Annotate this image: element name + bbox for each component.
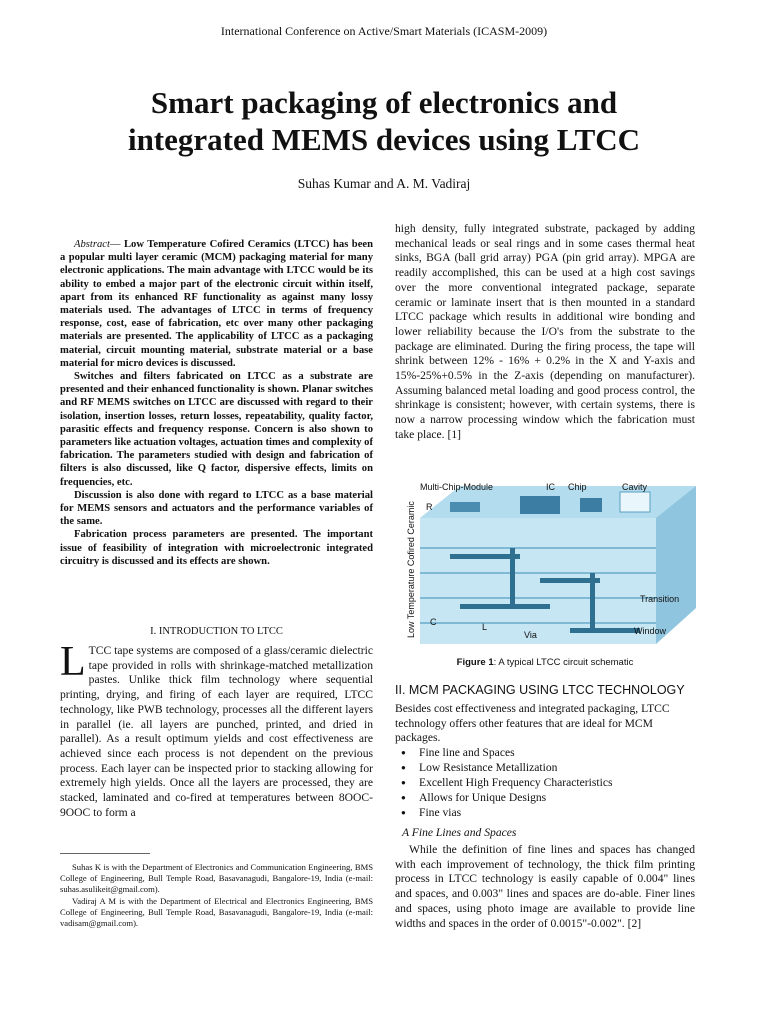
- trace: [460, 604, 550, 609]
- section-2-intro: Besides cost effectiveness and integrated packaging, LTCC technology offers other features that are ideal for MCM packages.: [395, 702, 670, 745]
- footnote-rule: [60, 853, 150, 854]
- label-chip: Chip: [568, 482, 587, 492]
- label-vertical: Low Temperature Cofired Ceramic: [406, 501, 416, 638]
- subsection-a-heading: A Fine Lines and Spaces: [402, 826, 517, 839]
- label-window: Window: [634, 626, 667, 636]
- via: [590, 573, 595, 631]
- section-1-body: [60, 639, 373, 820]
- label-transition: Transition: [640, 594, 680, 604]
- chip: [580, 498, 602, 512]
- list-item: ● Allows for Unique Designs: [419, 790, 719, 805]
- section-1-text: TCC tape systems are composed of a glass/ceramic dielectric tape provided in rolls with shrinkage-matched metallization pastes. Unlike thick film technology where sequential printing, drying, and firing of each layer are required, LTCC technology, like PWB technology, processes all the different layers in parallel (ie. all layers are punched, printed, and dried in parallel). As a result optimum yields and cost effectiveness are achieved since each process is not dependent on the previous process. Each layer can be inspected prior to stacking allowing for extremely high yields. Once all the layers are processed, they are stacked, laminated and co-fired at temperatures between 8OOC-9OOC to form a: [60, 644, 373, 819]
- trace: [570, 628, 640, 633]
- section-2-heading: II. MCM PACKAGING USING LTCC TECHNOLOGY: [395, 683, 685, 697]
- caption-text: : A typical LTCC circuit schematic: [493, 657, 634, 668]
- label-cavity: Cavity: [622, 482, 648, 492]
- figure-1: [400, 478, 696, 654]
- abstract-label: Abstract: [74, 239, 110, 250]
- trace: [450, 554, 520, 559]
- footnote-1: Suhas K is with the Department of Electronics and Communication Engineering, BMS College of Engineering, Bull Temple Road, Basavanagudi, Bangalore-19, India (e-mail: suhas.asulikeit@gmail.com).: [60, 862, 373, 895]
- list-item: ● Excellent High Frequency Characteristics: [419, 775, 719, 790]
- figure-caption: [395, 657, 695, 668]
- footnotes: [60, 862, 373, 929]
- authors: Suhas Kumar and A. M. Vadiraj: [297, 176, 471, 191]
- via: [510, 548, 515, 608]
- feature-list: [395, 745, 719, 820]
- list-item: ● Low Resistance Metallization: [419, 760, 719, 775]
- conference-header: International Conference on Active/Smart Materials (ICASM-2009): [220, 24, 548, 38]
- paper-title: [40, 84, 728, 158]
- ltcc-schematic: [400, 478, 696, 654]
- resistor: [450, 502, 480, 512]
- label-l: L: [482, 622, 488, 632]
- dropcap: L: [60, 639, 86, 685]
- abstract: [60, 238, 373, 568]
- title-line-2: integrated MEMS devices using LTCC: [127, 122, 641, 157]
- list-item: ● Fine vias: [419, 805, 719, 820]
- list-item: ● Fine line and Spaces: [419, 745, 719, 760]
- label-r: R: [426, 502, 433, 512]
- title-line-1: Smart packaging of electronics and: [150, 85, 618, 120]
- abstract-p2: Switches and filters fabricated on LTCC as a substrate are presented and their enhanced functionality is shown. Planar switches and RF MEMS switches on LTCC are discussed with regard to their isolation, insertion losses, return losses, repeatability, quality factor, parasitic effects and frequency response. Concern is also shown to parameters like actuation voltages, actuation times and complexity of fabrication. The parameters studied with design and fabrication of filters is also discussed, like Q factor, dispersive effects, limits on frequencies, etc.: [60, 371, 373, 488]
- footnote-2: Vadiraj A M is with the Department of Electrical and Electronics Engineering, BMS College of Engineering, Bull Temple Road, Basavanagudi, Bangalore-19, India (e-mail: vadisam@gmail.com).: [60, 895, 373, 929]
- caption-label: Figure 1: [456, 657, 494, 668]
- abstract-p4: Fabrication process parameters are presented. The important issue of feasibility of integration with microelectronic integrated circuitry is discussed and its effects are shown.: [60, 529, 373, 567]
- abstract-dash: —: [109, 239, 124, 250]
- section-1-heading: I. INTRODUCTION TO LTCC: [150, 626, 283, 637]
- label-mcm: Multi-Chip-Module: [420, 482, 494, 492]
- subsection-a-body: While the definition of fine lines and spaces has changed with each improvement of technology, the thick film printing process in LTCC technology is easily capable of 0.004" lines and spaces, and 0.003" lines and spaces are do-able. Finer lines and spaces, using photo image are available to provide line widths and spaces in the order of 0.0015"-0.002". [2]: [395, 843, 695, 930]
- label-c: C: [430, 617, 437, 627]
- ic-package: [520, 496, 560, 514]
- abstract-p1: Low Temperature Cofired Ceramics (LTCC) has been a popular multi layer ceramic (MCM) packaging material for many electronic applications. The main advantage with LTCC would be its ability to embed a major part of the electronic circuit within itself, apart from its enhanced RF functionality as against many lossy materials used. The advantages of LTCC in terms of frequency response, cost, ease of fabrication, etc over many other packaging materials are presented. The applicability of LTCC as a packaging material, circuit mounting material, substrate material or a base material for micro devices is discussed.: [60, 239, 373, 369]
- label-ic: IC: [546, 482, 555, 492]
- abstract-p3: Discussion is also done with regard to LTCC as a base material for MEMS sensors and actuators and the performance variables of the same.: [60, 489, 373, 528]
- right-column-text: high density, fully integrated substrate, packaged by adding mechanical leads or seal rings and in some cases thermal heat sinks, BGA (ball grid array) PGA (pin grid array). MPGA are readily accomplished, this can be used at a high cost savings over the more conventional integrated package, separate ceramic or laminate insert that is then mounted in a standard LTCC package which results in additional wire bonding and lower reliability because the I/O's from the substrate to the package are eliminated. During the firing process, the tape will shrink between 12% - 16% + 0.2% in the X and Y-axis and 15%-25%+0.5% in the Z-axis (depending on manufacturer). Assuming balanced metal loading and good process control, the shrinkage is consistent; however, with certain systems, there is now a narrow processing window which the fabrication must take place. [1]: [395, 222, 695, 441]
- cavity: [620, 492, 650, 512]
- label-via: Via: [524, 630, 537, 640]
